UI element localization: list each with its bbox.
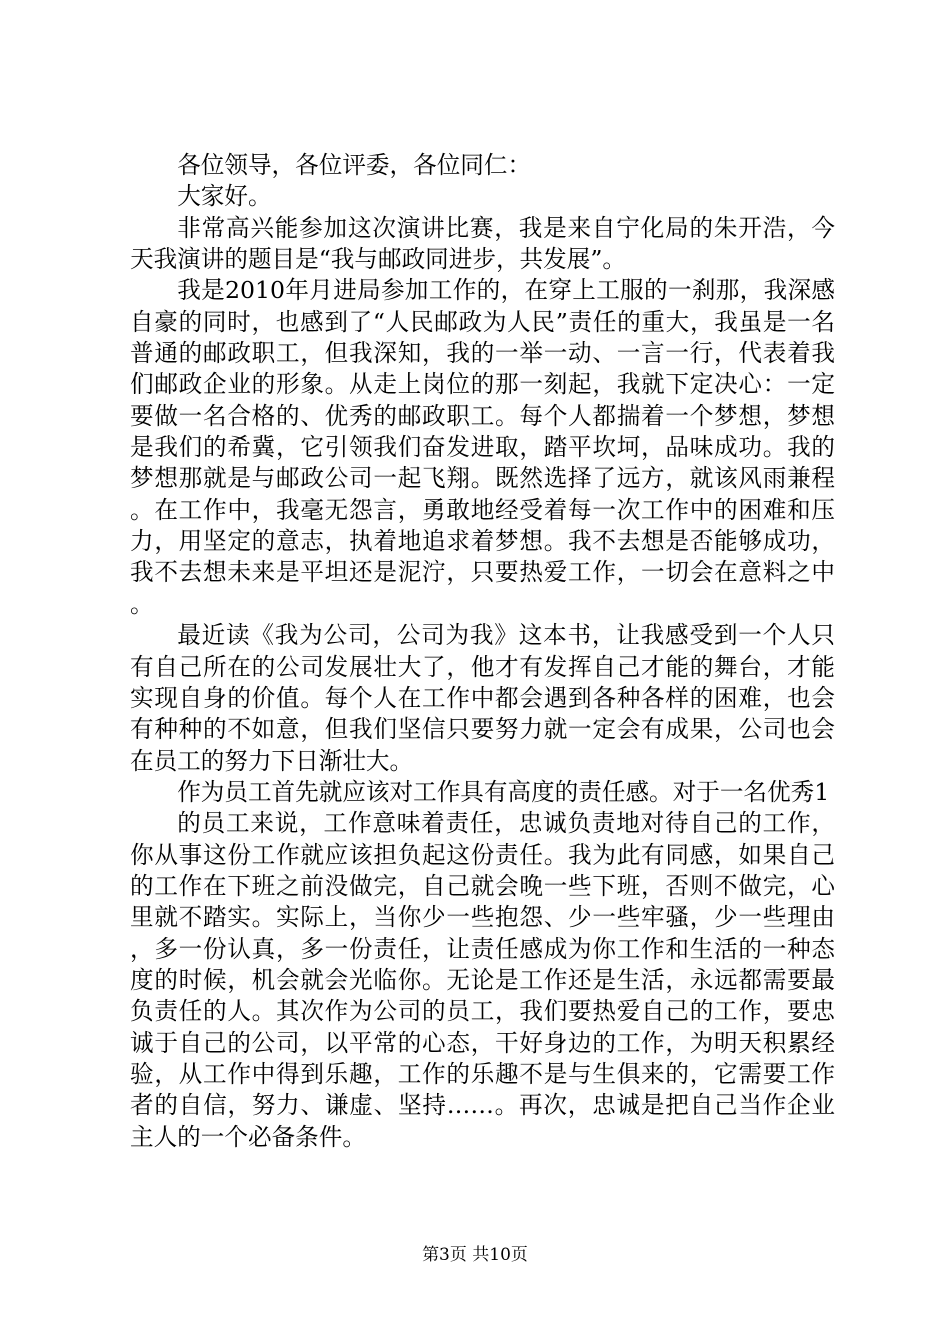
dream-paragraph: 我是2010年月进局参加工作的，在穿上工服的一刹那，我深感自豪的同时，也感到了“人民邮政为人民”责任的重大，我虽是一名普通的邮政职工，但我深知，我的一举一动、一言一行，代表着我们邮政企业的形象。从走上岗位的那一刻起，我就下定决心：一定要做一名合格的、优秀的邮政职工。每个人都揣着一个梦想，梦想是我们的希冀，它引领我们奋发进取，踏平坎坷，品味成功。我的梦想那就是与邮政公司一起飞翔。既然选择了远方，就该风雨兼程。在工作中，我毫无怨言，勇敢地经受着每一次工作中的困难和压力，用坚定的意志，执着地追求着梦想。我不去想是否能够成功，我不去想未来是平坦还是泥泞，只要热爱工作，一切会在意料之中。 [130, 276, 835, 618]
page-footer: 第3页 共10页 [422, 1245, 528, 1265]
salutation-paragraph: 各位领导，各位评委，各位同仁： [177, 151, 532, 179]
greeting-paragraph: 大家好。 [177, 182, 272, 211]
employee-paragraph: 的员工来说，工作意味着责任，忠诚负责地对待自己的工作，你从事这份工作就应该担负起这份责任。我为此有同感，如果自己的工作在下班之前没做完，自己就会晚一些下班，否则不做完，心里就不踏实。实际上，当你少一些抱怨、少一些牢骚，少一些理由，多一份认真，多一份责任，让责任感成为你工作和生活的一种态度的时候，机会就会光临你。无论是工作还是生活，永远都需要最负责任的人。其次作为公司的员工，我们要热爱自己的工作，要忠诚于自己的公司，以平常的心态，干好身边的工作，为明天积累经验，从工作中得到乐趣，工作的乐趣不是与生俱来的，它需要工作者的自信，努力、谦虚、坚持……。再次，忠诚是把自己当作企业主人的一个必备条件。 [130, 809, 835, 1151]
responsibility-paragraph: 作为员工首先就应该对工作具有高度的责任感。对于一名优秀1 [177, 777, 830, 806]
intro-paragraph: 非常高兴能参加这次演讲比赛，我是来自宁化局的朱开浩，今天我演讲的题目是“我与邮政同进步，共发展”。 [130, 213, 835, 274]
speech-body [130, 150, 835, 1153]
book-paragraph: 最近读《我为公司，公司为我》这本书，让我感受到一个人只有自己所在的公司发展壮大了，他才有发挥自己才能的舞台，才能实现自身的价值。每个人在工作中都会遇到各种各样的困难，也会有种种的不如意，但我们坚信只要努力就一定会有成果，公司也会在员工的努力下日渐壮大。 [130, 621, 835, 775]
